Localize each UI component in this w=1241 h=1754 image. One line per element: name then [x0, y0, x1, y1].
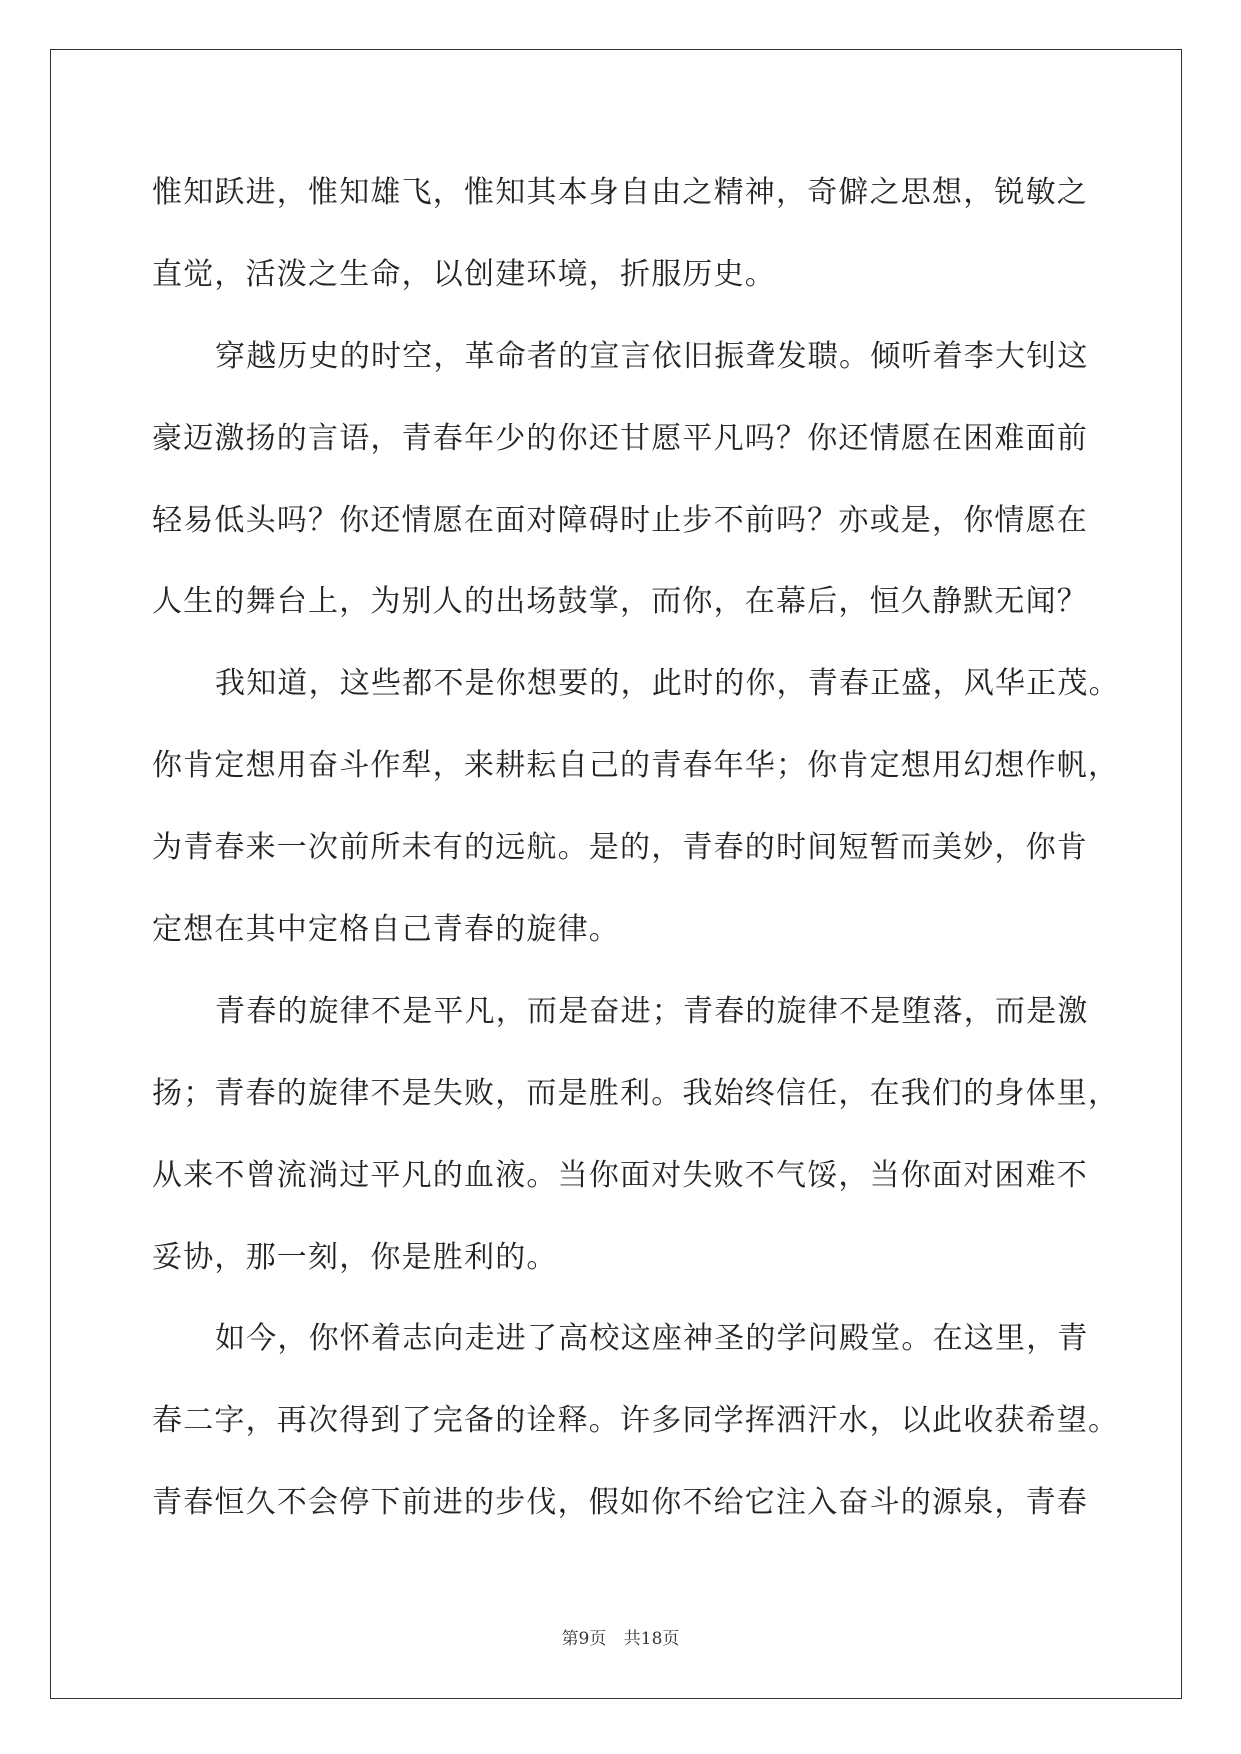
text-line: 定想在其中定格自己青春的旋律。 — [152, 912, 620, 948]
text-line: 人生的舞台上，为别人的出场鼓掌，而你，在幕后，恒久静默无闻？ — [152, 584, 1088, 620]
text-line: 我知道，这些都不是你想要的，此时的你，青春正盛，风华正茂。 — [215, 666, 1120, 702]
document-body — [152, 152, 1120, 1544]
text-line: 轻易低头吗？你还情愿在面对障碍时止步不前吗？亦或是，你情愿在 — [152, 502, 1088, 538]
text-line: 惟知跃进，惟知雄飞，惟知其本身自由之精神，奇僻之思想，锐敏之 — [152, 175, 1088, 210]
text-line: 直觉，活泼之生命，以创建环境，折服历史。 — [152, 256, 776, 292]
page-number: 第9页 — [561, 1629, 607, 1649]
text-line: 春二字，再次得到了完备的诠释。许多同学挥洒汗水，以此收获希望。 — [152, 1403, 1120, 1439]
text-line: 妥协，那一刻，你是胜利的。 — [152, 1239, 558, 1275]
text-line: 从来不曾流淌过平凡的血液。当你面对失败不气馁，当你面对困难不 — [152, 1157, 1088, 1193]
text-line: 穿越历史的时空，革命者的宣言依旧振聋发聩。倾听着李大钊这 — [215, 338, 1089, 374]
text-line: 青春恒久不会停下前进的步伐，假如你不给它注入奋斗的源泉，青春 — [152, 1485, 1088, 1521]
text-line: 豪迈激扬的言语，青春年少的你还甘愿平凡吗？你还情愿在困难面前 — [152, 420, 1088, 456]
text-line: 为青春来一次前所未有的远航。是的，青春的时间短暂而美妙，你肯 — [152, 830, 1088, 866]
text-line: 你肯定想用奋斗作犁，来耕耘自己的青春年华；你肯定想用幻想作帆， — [152, 748, 1120, 784]
text-line: 青春的旋律不是平凡，而是奋进；青春的旋律不是堕落，而是激 — [215, 993, 1089, 1029]
text-line: 如今，你怀着志向走进了高校这座神圣的学问殿堂。在这里，青 — [215, 1321, 1089, 1357]
text-line: 扬；青春的旋律不是失败，而是胜利。我始终信任，在我们的身体里， — [152, 1075, 1120, 1111]
page-footer — [0, 1624, 1241, 1649]
page-total: 共18页 — [623, 1629, 680, 1649]
